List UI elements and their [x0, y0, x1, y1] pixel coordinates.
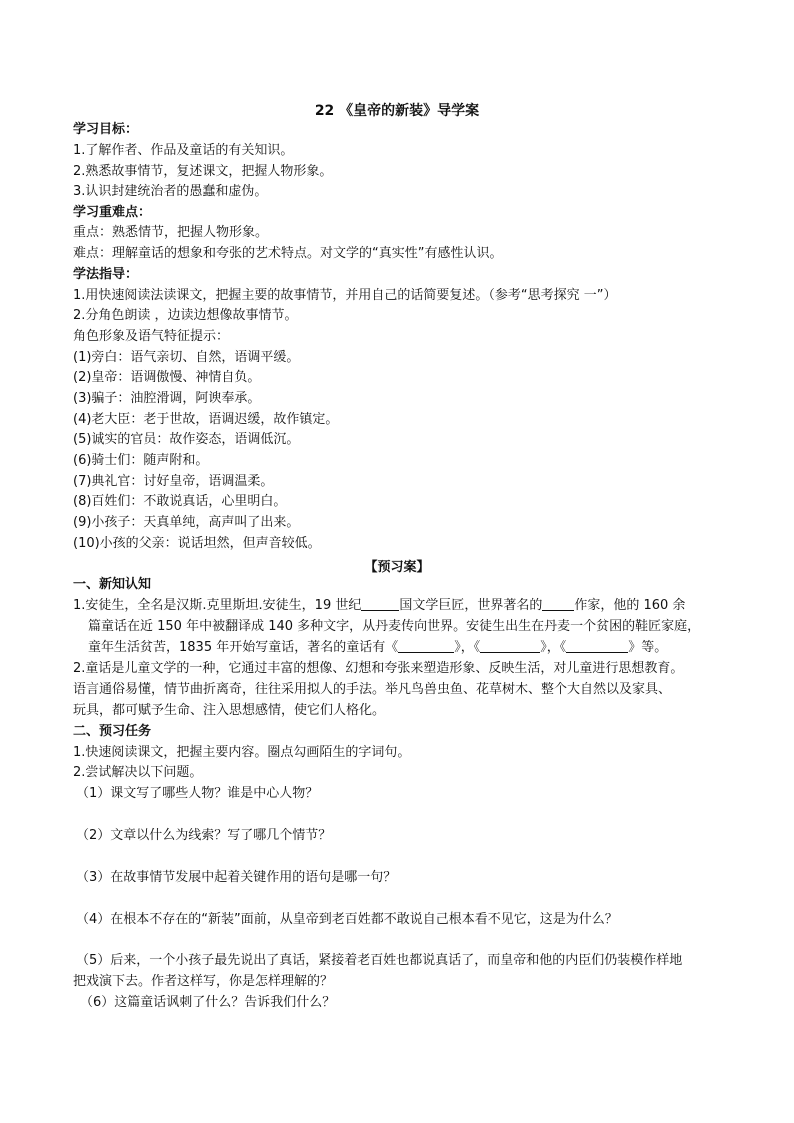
- role-item: (5)诚实的官员：故作姿态，语调低沉。: [73, 432, 300, 447]
- role-item: (6)骑士们：随声附和。: [73, 453, 209, 468]
- paragraph-2-line-2: 语言通俗易懂，情节曲折离奇，往往采用拟人的手法。举凡鸟兽虫鱼、花草树木、整个大自然以及家具、: [73, 682, 672, 697]
- question-4: （4）在根本不存在的“新装”面前，从皇帝到老百姓都不敢说自己根本看不见它，这是为什么？: [76, 912, 618, 927]
- key-point: 重点：熟悉情节，把握人物形象。: [73, 225, 269, 240]
- task-item-2: 2.尝试解决以下问题。: [73, 765, 203, 780]
- roles-intro: 角色形象及语气特征提示：: [73, 329, 230, 344]
- blank-genre[interactable]: [542, 598, 574, 611]
- question-2: （2）文章以什么为线索？写了哪几个情节？: [76, 828, 332, 843]
- method-item-1: 1.用快速阅读法读课文，把握主要的故事情节，并用自己的话简要复述。（参考“思考探究 一”）: [73, 288, 617, 303]
- role-item: (7)典礼官：讨好皇帝，语调温柔。: [73, 474, 274, 489]
- paragraph-2-line-1: 2.童话是儿童文学的一种，它通过丰富的想像、幻想和夸张来塑造形象、反映生活，对儿童进行思想教育。: [73, 661, 684, 676]
- role-item: (1)旁白：语气亲切、自然，语调平缓。: [73, 350, 300, 365]
- blank-country[interactable]: [361, 598, 399, 611]
- blank-story-2[interactable]: [480, 640, 540, 653]
- question-3: （3）在故事情节发展中起着关键作用的语句是哪一句？: [76, 870, 397, 885]
- blank-story-3[interactable]: [566, 640, 628, 653]
- section-preview-tasks: 二、预习任务: [73, 724, 152, 739]
- question-5-line-2: 把戏演下去。作者这样写，你是怎样理解的？: [73, 974, 334, 989]
- paragraph-1-line-3: 童年生活贫苦，1835 年开始写童话，著名的童话有《 》，《 》，《 》等。: [88, 640, 668, 655]
- blank-story-1[interactable]: [398, 640, 454, 653]
- task-item-1: 1.快速阅读课文，把握主要内容。圈点勾画陌生的字词句。: [73, 745, 411, 760]
- paragraph-1-line-1: 1.安徒生，全名是汉斯.克里斯坦.安徒生，19 世纪 国文学巨匠，世界著名的 作家，他的 160 余: [73, 598, 686, 613]
- question-5-line-1: （5）后来，一个小孩子最先说出了真话，紧接着老百姓也都说真话了，而皇帝和他的内臣们仍装模作样地: [76, 953, 683, 968]
- role-item: (3)骗子：油腔滑调，阿谀奉承。: [73, 391, 261, 406]
- preview-heading: 【预习案】: [364, 560, 430, 575]
- paragraph-1-line-2: 篇童话在近 150 年中被翻译成 140 多种文字，从丹麦传向世界。安徒生出生在丹麦一个贫困的鞋匠家庭，: [88, 619, 701, 634]
- goal-item-1: 1.了解作者、作品及童话的有关知识。: [73, 143, 294, 158]
- question-6: （6）这篇童话讽刺了什么？告诉我们什么？: [80, 995, 336, 1010]
- method-heading: 学法指导：: [73, 267, 139, 282]
- role-item: (10)小孩的父亲：说话坦然，但声音较低。: [73, 536, 321, 551]
- role-item: (8)百姓们：不敢说真话，心里明白。: [73, 494, 287, 509]
- role-item: (9)小孩子：天真单纯，高声叫了出来。: [73, 515, 300, 530]
- goal-item-3: 3.认识封建统治者的愚蠢和虚伪。: [73, 184, 268, 199]
- goal-item-2: 2.熟悉故事情节，复述课文，把握人物形象。: [73, 164, 333, 179]
- question-1: （1）课文写了哪些人物？谁是中心人物？: [76, 786, 319, 801]
- document-title: 22 《皇帝的新装》导学案: [314, 103, 480, 119]
- keypoints-heading: 学习重难点：: [73, 205, 152, 220]
- role-item: (2)皇帝：语调傲慢、神情自负。: [73, 370, 261, 385]
- paragraph-2-line-3: 玩具，都可赋予生命、注入思想感情，使它们人格化。: [73, 703, 386, 718]
- goals-heading: 学习目标：: [73, 122, 139, 137]
- section-new-knowledge: 一、新知认知: [73, 577, 152, 592]
- method-item-2: 2.分角色朗读 ，边读边想像故事情节。: [73, 308, 298, 323]
- difficult-point: 难点：理解童话的想象和夸张的艺术特点。对文学的“真实性”有感性认识。: [73, 246, 503, 261]
- role-item: (4)老大臣：老于世故，语调迟缓，故作镇定。: [73, 412, 339, 427]
